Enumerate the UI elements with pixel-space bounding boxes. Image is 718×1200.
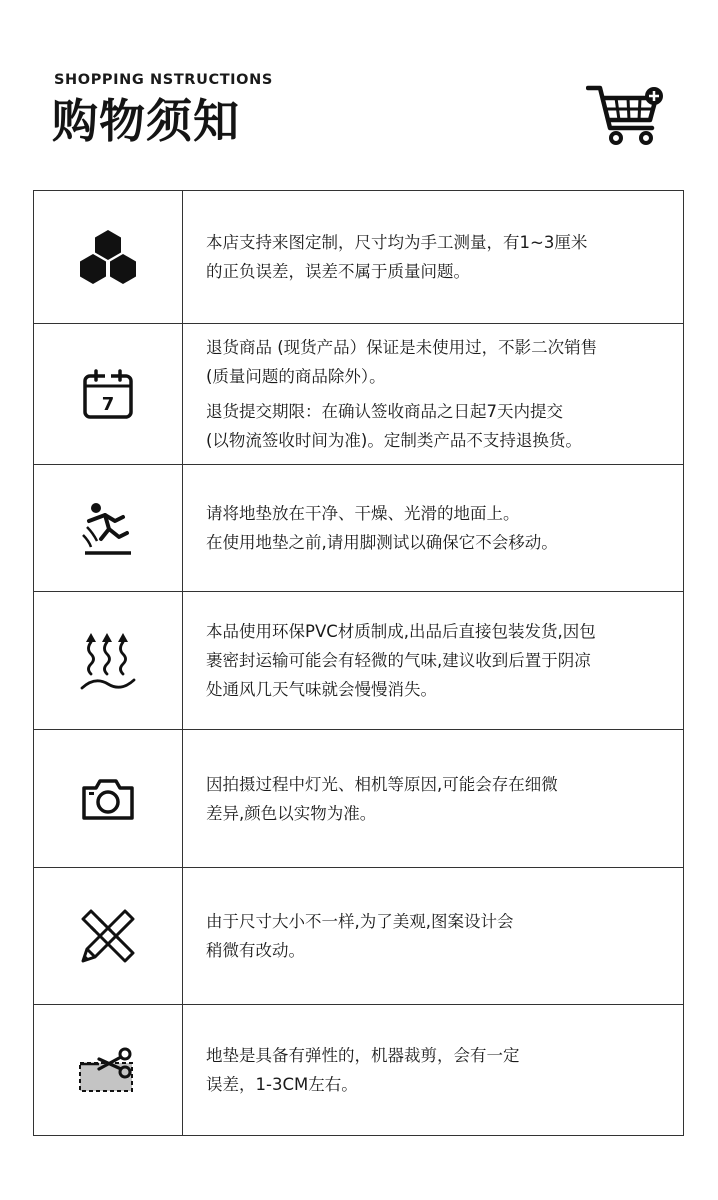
instruction-text: (以物流签收时间为准)。定制类产品不支持退换货。	[206, 431, 582, 450]
slip-hazard-icon	[81, 499, 135, 557]
odor-rising-icon	[79, 630, 137, 692]
instruction-row	[34, 1005, 683, 1135]
calendar-7-icon	[82, 368, 134, 420]
instruction-text: (质量问题的商品除外）。	[206, 367, 386, 386]
instruction-text: 在使用地垫之前,请用脚测试以确保它不会移动。	[206, 533, 558, 552]
instruction-text: 处通风几天气味就会慢慢消失。	[206, 680, 437, 699]
icon-cell	[34, 868, 183, 1004]
instruction-text: 稍微有改动。	[206, 941, 305, 960]
text-cell	[183, 1005, 683, 1135]
instruction-text: 差异,颜色以实物为准。	[206, 803, 377, 823]
instruction-row	[34, 868, 683, 1005]
hexagon-cluster-icon	[77, 228, 139, 286]
instruction-text: 误差，1-3CM左右。	[206, 1075, 358, 1094]
instruction-text: 因拍摄过程中灯光、相机等原因,可能会存在细微	[206, 774, 558, 794]
instruction-row	[34, 730, 683, 868]
calendar-day-number: 7	[101, 394, 115, 415]
pencil-ruler-icon	[79, 907, 137, 965]
icon-cell	[34, 730, 183, 867]
shopping-cart-plus-icon	[586, 82, 666, 150]
icon-cell	[34, 592, 183, 729]
icon-cell	[34, 191, 183, 323]
instruction-text: 本店支持来图定制，尺寸均为手工测量，有1~3厘米	[206, 233, 588, 252]
camera-icon	[80, 776, 136, 822]
text-cell	[183, 324, 683, 464]
icon-cell	[34, 465, 183, 591]
page-title: 购物须知	[52, 94, 240, 148]
instruction-text: 请将地垫放在干净、干燥、光滑的地面上。	[206, 504, 520, 523]
instruction-text: 裹密封运输可能会有轻微的气味,建议收到后置于阴凉	[206, 651, 591, 670]
instruction-text: 地垫是具备有弹性的，机器裁剪，会有一定	[206, 1046, 520, 1065]
text-cell	[183, 592, 683, 729]
instruction-row	[34, 465, 683, 592]
instruction-row	[34, 324, 683, 465]
icon-cell	[34, 1005, 183, 1135]
header-subtitle: SHOPPING NSTRUCTIONS	[54, 72, 273, 88]
text-cell	[183, 465, 683, 591]
text-cell	[183, 868, 683, 1004]
instructions-table	[33, 190, 684, 1136]
instruction-row	[34, 191, 683, 324]
icon-cell	[34, 324, 183, 464]
instruction-text: 由于尺寸大小不一样,为了美观,图案设计会	[206, 912, 514, 931]
instruction-text: 退货商品 (现货产品）保证是未使用过，不影二次销售	[206, 338, 598, 357]
instruction-row	[34, 592, 683, 730]
instruction-text: 的正负误差，误差不属于质量问题。	[206, 262, 470, 281]
text-cell	[183, 191, 683, 323]
text-cell	[183, 730, 683, 867]
instruction-text: 退货提交期限：在确认签收商品之日起7天内提交	[206, 402, 563, 421]
instruction-text: 本品使用环保PVC材质制成,出品后直接包装发货,因包	[206, 622, 596, 641]
scissors-cut-icon	[77, 1045, 139, 1095]
